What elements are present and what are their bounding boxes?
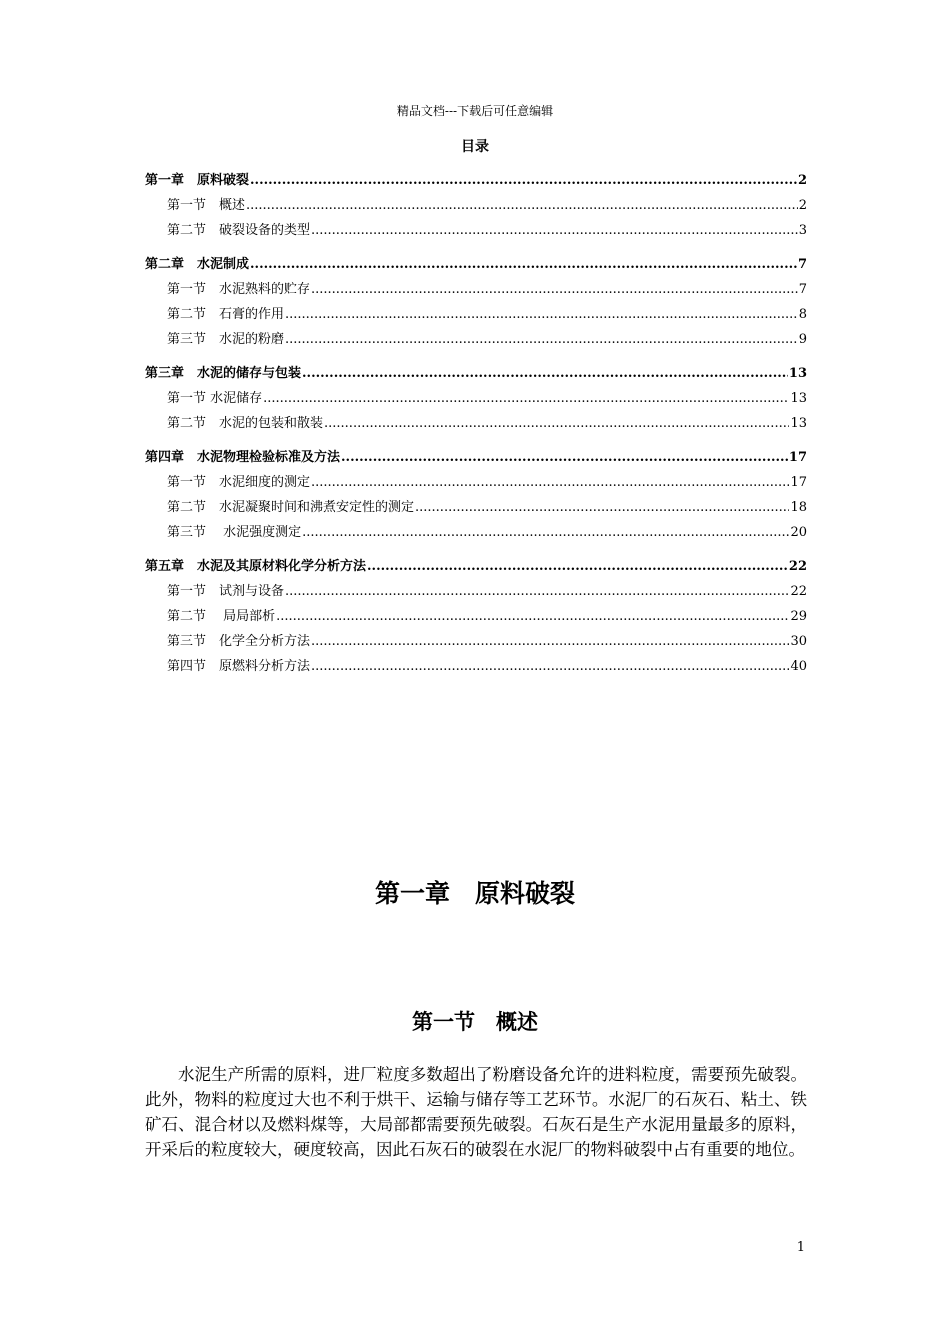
toc-section-entry[interactable] <box>145 327 807 352</box>
toc-entry-page: 20 <box>790 525 807 540</box>
toc-leader-dots <box>250 168 797 193</box>
toc-section-entry[interactable] <box>145 495 807 520</box>
toc-section-entry[interactable] <box>145 386 807 411</box>
toc-entry-label: 第二节 破裂设备的类型 <box>167 223 311 238</box>
section-heading: 第一节 概述 <box>412 1009 538 1034</box>
toc-leader-dots <box>246 193 798 218</box>
toc-section-entry[interactable] <box>145 193 807 218</box>
toc-chapter-entry[interactable] <box>145 554 807 579</box>
toc-entry-page: 2 <box>797 173 807 188</box>
toc-leader-dots <box>285 327 798 352</box>
body-paragraph: 水泥生产所需的原料，进厂粒度多数超出了粉磨设备允许的进料粒度，需要预先破裂。此外，物料的粒度过大也不利于烘干、运输与储存等工艺环节。水泥厂的石灰石、粘土、铁矿石、混合材以及燃料煤等，大局部都需要预先破裂。石灰石是生产水泥用量最多的原料，开采后的粒度较大，硬度较高，因此石灰石的破裂在水泥厂的物料破裂中占有重要的地位。 <box>145 1065 807 1159</box>
toc-entry-label: 第三节 化学全分析方法 <box>167 634 311 649</box>
toc-section-entry[interactable] <box>145 411 807 436</box>
chapter-heading: 第一章 原料破裂 <box>374 879 575 908</box>
toc-section-entry[interactable] <box>145 470 807 495</box>
toc-leader-dots <box>285 302 798 327</box>
toc-section-entry[interactable] <box>145 520 807 545</box>
toc-entry-page: 13 <box>790 391 807 406</box>
toc-entry-label: 第二节 水泥凝聚时间和沸煮安定性的测定 <box>167 500 415 515</box>
toc-leader-dots <box>367 554 788 579</box>
toc-entry-label: 第四章 水泥物理检验标准及方法 <box>145 450 341 465</box>
toc-entry-page: 3 <box>798 223 807 238</box>
toc-entry-page: 9 <box>798 332 807 347</box>
toc-entry-page: 30 <box>790 634 807 649</box>
toc-leader-dots <box>311 470 789 495</box>
toc-leader-dots <box>324 411 789 436</box>
toc-entry-label: 第一节 水泥熟料的贮存 <box>167 282 311 297</box>
toc-leader-dots <box>311 218 798 243</box>
toc-leader-dots <box>311 277 798 302</box>
toc-entry-page: 2 <box>798 198 807 213</box>
toc-leader-dots <box>415 495 789 520</box>
toc-entry-page: 13 <box>790 416 807 431</box>
toc-leader-dots <box>285 579 789 604</box>
toc-section-entry[interactable] <box>145 604 807 629</box>
toc-entry-page: 7 <box>797 257 807 272</box>
toc-leader-dots <box>311 654 789 679</box>
toc-entry-page: 29 <box>790 609 807 624</box>
toc-entry-label: 第一节 水泥储存 <box>167 391 263 406</box>
toc-entry-page: 18 <box>790 500 807 515</box>
toc-entry-label: 第二章 水泥制成 <box>145 257 250 272</box>
toc-entry-page: 22 <box>790 584 807 599</box>
toc-section-entry[interactable] <box>145 654 807 679</box>
toc-entry-page: 22 <box>788 559 807 574</box>
toc-leader-dots <box>302 520 789 545</box>
page-number: 1 <box>796 1240 805 1255</box>
toc-entry-label: 第一节 试剂与设备 <box>167 584 285 599</box>
toc-entry-label: 第二节 水泥的包装和散装 <box>167 416 324 431</box>
toc-chapter-entry[interactable] <box>145 445 807 470</box>
toc-entry-page: 7 <box>798 282 807 297</box>
toc-entry-label: 第三节 水泥的粉磨 <box>167 332 285 347</box>
toc-entry-label: 第三节 水泥强度测定 <box>167 525 302 540</box>
toc-entry-page: 13 <box>788 366 807 381</box>
toc-entry-page: 40 <box>790 659 807 674</box>
toc-chapter-entry[interactable] <box>145 252 807 277</box>
toc-entry-page: 17 <box>790 475 807 490</box>
toc-entry-label: 第二节 局局部析 <box>167 609 276 624</box>
toc-leader-dots <box>341 445 788 470</box>
toc-title: 目录 <box>461 139 489 155</box>
toc-entry-label: 第一章 原料破裂 <box>145 173 250 188</box>
toc-chapter-entry[interactable] <box>145 168 807 193</box>
toc-section-entry[interactable] <box>145 302 807 327</box>
toc-chapter-entry[interactable] <box>145 361 807 386</box>
toc-section-entry[interactable] <box>145 218 807 243</box>
toc-entry-label: 第四节 原燃料分析方法 <box>167 659 311 674</box>
toc-section-entry[interactable] <box>145 579 807 604</box>
toc-section-entry[interactable] <box>145 629 807 654</box>
toc-section-entry[interactable] <box>145 277 807 302</box>
toc-entry-label: 第三章 水泥的储存与包装 <box>145 366 302 381</box>
toc-leader-dots <box>250 252 797 277</box>
toc-entry-label: 第五章 水泥及其原材料化学分析方法 <box>145 559 367 574</box>
table-of-contents <box>145 168 807 679</box>
toc-leader-dots <box>302 361 788 386</box>
toc-entry-label: 第一节 水泥细度的测定 <box>167 475 311 490</box>
page-header: 精品文档---下载后可任意编辑 <box>396 104 554 118</box>
toc-leader-dots <box>263 386 789 411</box>
toc-leader-dots <box>276 604 789 629</box>
toc-leader-dots <box>311 629 789 654</box>
toc-entry-page: 8 <box>798 307 807 322</box>
toc-entry-page: 17 <box>788 450 807 465</box>
toc-entry-label: 第一节 概述 <box>167 198 246 213</box>
toc-entry-label: 第二节 石膏的作用 <box>167 307 285 322</box>
